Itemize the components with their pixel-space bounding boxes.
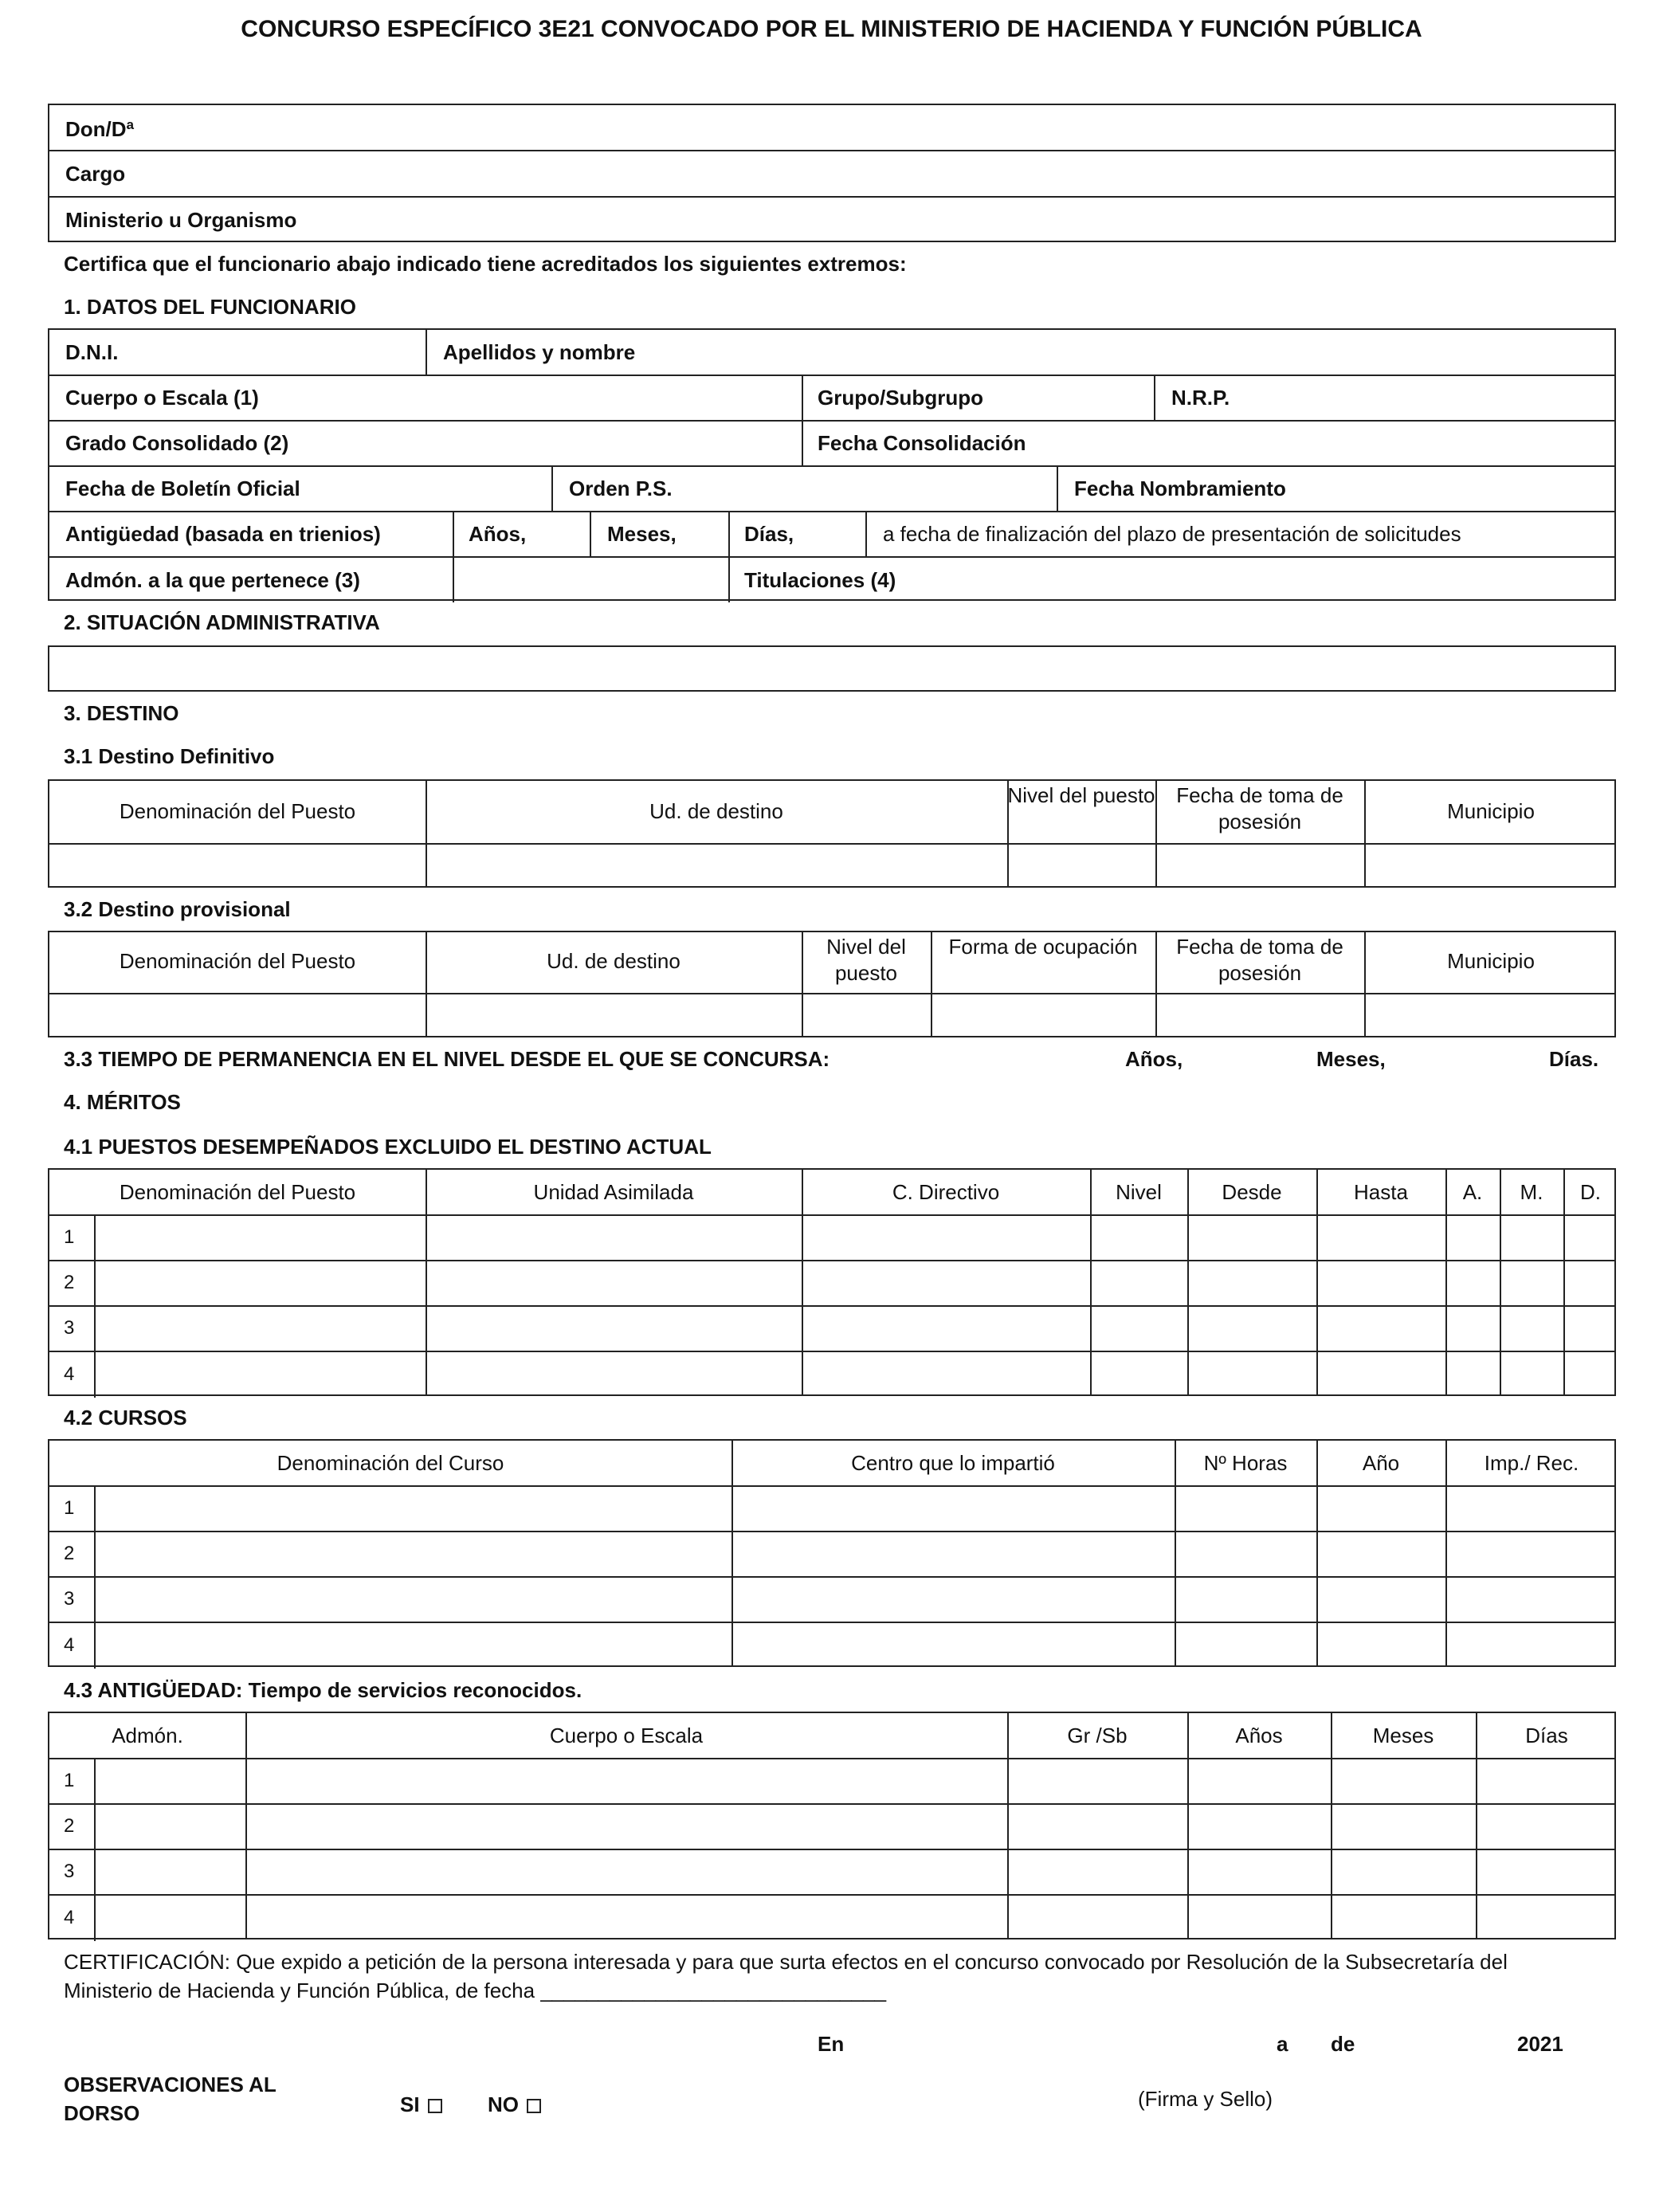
def-header-unidad: Ud. de destino	[649, 799, 783, 823]
header-table	[48, 104, 1616, 242]
anos-label: Años,	[469, 522, 527, 546]
year-label: 2021	[1517, 2032, 1563, 2056]
cursos-row-number: 3	[64, 1588, 75, 1610]
cursos-row-number: 2	[64, 1543, 75, 1564]
prov-header-nivel: Nivel del puesto	[826, 935, 906, 985]
no-option[interactable]	[488, 2092, 541, 2117]
fecha-nombramiento-label: Fecha Nombramiento	[1074, 477, 1286, 500]
situacion-administrativa-box[interactable]	[48, 645, 1616, 692]
prov-header-forma: Forma de ocupación	[948, 935, 1138, 959]
firma-label: (Firma y Sello)	[1138, 2087, 1273, 2111]
destino-provisional-title: 3.2 Destino provisional	[64, 897, 291, 921]
def-header-puesto: Denominación del Puesto	[119, 799, 356, 823]
puestos-title: 4.1 PUESTOS DESEMPEÑADOS EXCLUIDO EL DESTINO ACTUAL	[64, 1135, 712, 1159]
permanencia-dias: Días.	[1549, 1047, 1599, 1071]
nrp-label: N.R.P.	[1171, 386, 1230, 410]
cursos-header-imp: Imp./ Rec.	[1484, 1451, 1579, 1475]
section-2-title: 2. SITUACIÓN ADMINISTRATIVA	[64, 610, 380, 634]
antig-row-number: 3	[64, 1861, 75, 1882]
section-1-title: 1. DATOS DEL FUNCIONARIO	[64, 295, 356, 319]
fecha-fin-text: a fecha de finalización del plazo de presentación de solicitudes	[883, 522, 1461, 546]
no-checkbox[interactable]	[527, 2099, 541, 2113]
def-header-fecha: Fecha de toma de posesión	[1176, 783, 1343, 833]
don-label: Don/Dª	[65, 117, 135, 141]
fecha-consolidacion-label: Fecha Consolidación	[818, 431, 1026, 455]
certifica-text: Certifica que el funcionario abajo indicado tiene acreditados los siguientes extremos:	[64, 252, 907, 276]
a-label: a	[1277, 2032, 1288, 2056]
ministerio-label: Ministerio u Organismo	[65, 208, 297, 232]
antig-header-meses: Meses	[1372, 1724, 1434, 1747]
puestos-header-dias: D.	[1580, 1180, 1601, 1204]
observaciones-line-2: DORSO	[64, 2101, 140, 2126]
destino-definitivo-title: 3.1 Destino Definitivo	[64, 744, 275, 768]
prov-header-unidad: Ud. de destino	[547, 949, 680, 973]
antig-row-number: 2	[64, 1815, 75, 1837]
cursos-header-ano: Año	[1362, 1451, 1400, 1475]
dias-label: Días,	[744, 522, 794, 546]
prov-header-puesto: Denominación del Puesto	[119, 949, 356, 973]
prov-header-municipio: Municipio	[1447, 949, 1535, 973]
certificacion-line-2: Ministerio de Hacienda y Función Pública, de fecha ______________________________	[64, 1979, 887, 2003]
antiguedad-label: Antigüedad (basada en trienios)	[65, 522, 381, 546]
fecha-boletin-label: Fecha de Boletín Oficial	[65, 477, 300, 500]
antig-header-admon: Admón.	[112, 1724, 183, 1747]
de-label: de	[1331, 2032, 1355, 2056]
meses-label: Meses,	[607, 522, 677, 546]
def-header-municipio: Municipio	[1447, 799, 1535, 823]
puestos-header-meses: M.	[1520, 1180, 1543, 1204]
puestos-table	[48, 1168, 1616, 1396]
section-4-title: 4. MÉRITOS	[64, 1090, 181, 1114]
dni-label: D.N.I.	[65, 340, 119, 364]
antiguedad-table	[48, 1712, 1616, 1939]
certificacion-line-1: CERTIFICACIÓN: Que expido a petición de la persona interesada y para que surta efectos en el concurso convocado por Resolución de la Subsecretaría del	[64, 1950, 1508, 1974]
def-header-nivel: Nivel del puesto	[1007, 783, 1155, 807]
puestos-header-denominacion: Denominación del Puesto	[119, 1180, 356, 1204]
antig-row-number: 4	[64, 1907, 75, 1928]
grado-label: Grado Consolidado (2)	[65, 431, 289, 455]
permanencia-title: 3.3 TIEMPO DE PERMANENCIA EN EL NIVEL DESDE EL QUE SE CONCURSA:	[64, 1047, 830, 1071]
antig-header-grsb: Gr /Sb	[1067, 1724, 1128, 1747]
puestos-header-hasta: Hasta	[1354, 1180, 1408, 1204]
destino-provisional-table	[48, 931, 1616, 1037]
observaciones-line-1: OBSERVACIONES AL	[64, 2073, 277, 2096]
cursos-header-horas: Nº Horas	[1203, 1451, 1288, 1475]
cursos-table	[48, 1439, 1616, 1667]
antiguedad-title: 4.3 ANTIGÜEDAD: Tiempo de servicios reconocidos.	[64, 1678, 582, 1702]
puestos-header-unidad: Unidad Asimilada	[533, 1180, 694, 1204]
puestos-row-number: 2	[64, 1272, 75, 1293]
puestos-header-directivo: C. Directivo	[892, 1180, 1000, 1204]
cursos-row-number: 4	[64, 1634, 75, 1656]
grupo-label: Grupo/Subgrupo	[818, 386, 983, 410]
si-checkbox[interactable]	[428, 2099, 442, 2113]
puestos-row-number: 4	[64, 1363, 75, 1385]
permanencia-anos: Años,	[1125, 1047, 1183, 1071]
puestos-row-number: 3	[64, 1317, 75, 1339]
cursos-title: 4.2 CURSOS	[64, 1406, 187, 1430]
si-option[interactable]	[400, 2092, 442, 2117]
datos-funcionario-table	[48, 328, 1616, 601]
permanencia-meses: Meses,	[1316, 1047, 1386, 1071]
section-3-title: 3. DESTINO	[64, 701, 179, 725]
admon-label: Admón. a la que pertenece (3)	[65, 568, 360, 592]
si-label: SI	[400, 2092, 420, 2116]
titulaciones-label: Titulaciones (4)	[744, 568, 896, 592]
en-label: En	[818, 2032, 845, 2056]
cursos-row-number: 1	[64, 1497, 75, 1519]
puestos-header-desde: Desde	[1222, 1180, 1282, 1204]
prov-header-fecha: Fecha de toma de posesión	[1176, 935, 1343, 985]
antig-row-number: 1	[64, 1770, 75, 1791]
antig-header-dias: Días	[1525, 1724, 1568, 1747]
apellidos-label: Apellidos y nombre	[443, 340, 636, 364]
cursos-header-denominacion: Denominación del Curso	[277, 1451, 504, 1475]
antig-header-anos: Años	[1235, 1724, 1283, 1747]
puestos-row-number: 1	[64, 1226, 75, 1248]
no-label: NO	[488, 2092, 519, 2116]
antig-header-cuerpo: Cuerpo o Escala	[549, 1724, 704, 1747]
puestos-header-anos: A.	[1462, 1180, 1483, 1204]
orden-label: Orden P.S.	[569, 477, 673, 500]
cuerpo-label: Cuerpo o Escala (1)	[65, 386, 259, 410]
destino-definitivo-table	[48, 779, 1616, 888]
page-title: CONCURSO ESPECÍFICO 3E21 CONVOCADO POR EL MINISTERIO DE HACIENDA Y FUNCIÓN PÚBLICA	[241, 16, 1422, 42]
puestos-header-nivel: Nivel	[1116, 1180, 1162, 1204]
cargo-label: Cargo	[65, 162, 126, 186]
certificacion-text	[64, 1947, 1610, 2006]
observaciones-label	[64, 2070, 277, 2128]
cursos-header-centro: Centro que lo impartió	[851, 1451, 1055, 1475]
